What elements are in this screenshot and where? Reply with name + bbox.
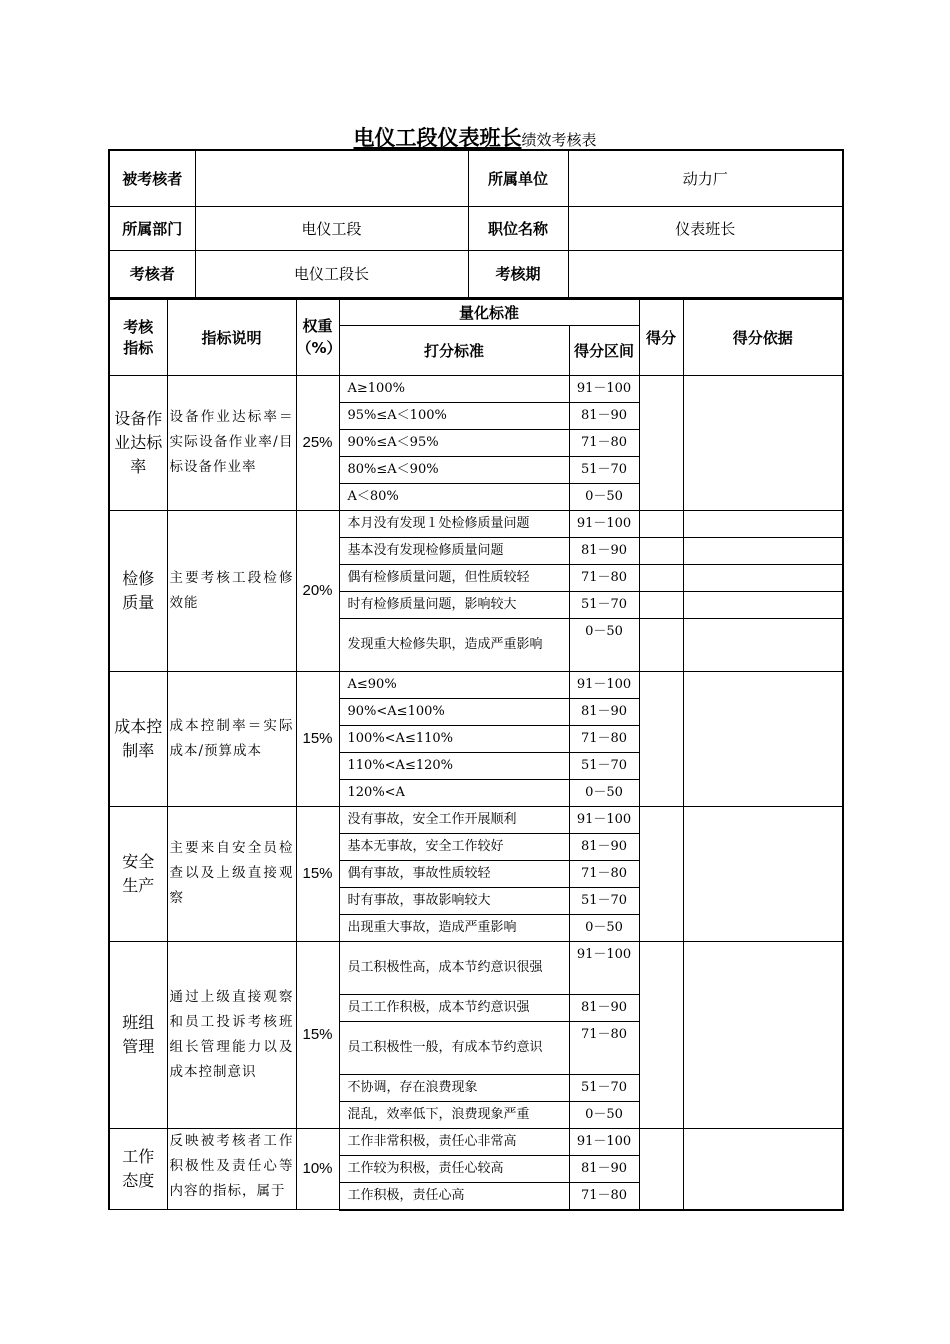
range-cell: 91－100 [569,671,639,698]
examiner-field[interactable]: 电仪工段长 [195,250,468,298]
criterion-cell: 95%≤A＜100% [339,402,569,429]
score-field[interactable] [639,941,683,1128]
dept-label: 所属部门 [109,206,195,250]
criterion-cell: 100%<A≤110% [339,725,569,752]
unit-field[interactable]: 动力厂 [568,150,843,206]
range-cell: 81－90 [569,698,639,725]
score-field[interactable] [639,375,683,510]
weight-cell: 15% [296,941,339,1128]
indicator-cell: 设备作业达标率 [109,375,167,510]
range-cell: 0－50 [569,914,639,941]
range-cell: 71－80 [569,429,639,456]
indicator-cell: 班组管理 [109,941,167,1128]
score-field[interactable] [639,1128,683,1210]
range-cell: 71－80 [569,564,639,591]
range-cell: 91－100 [569,1128,639,1155]
header-indicator: 考核指标 [109,299,167,375]
criterion-cell: 员工积极性高，成本节约意识很强 [339,941,569,994]
description-cell: 设备作业达标率＝实际设备作业率/目标设备作业率 [167,375,296,510]
weight-cell: 25% [296,375,339,510]
header-score: 得分 [639,299,683,375]
criterion-cell: 员工工作积极，成本节约意识强 [339,994,569,1021]
period-field[interactable] [568,250,843,298]
range-cell: 81－90 [569,537,639,564]
basis-field[interactable] [683,941,843,1128]
range-cell: 91－100 [569,941,639,994]
indicator-cell: 检修质量 [109,510,167,671]
range-cell: 51－70 [569,752,639,779]
title-main: 电仪工段仪表班长 [353,125,522,150]
criterion-cell: A＜80% [339,483,569,510]
criterion-cell: 偶有检修质量问题，但性质较轻 [339,564,569,591]
score-field[interactable] [639,671,683,806]
range-cell: 81－90 [569,402,639,429]
criterion-cell: 基本无事故，安全工作较好 [339,833,569,860]
basis-field[interactable] [683,618,843,671]
score-field[interactable] [639,537,683,564]
score-field[interactable] [639,591,683,618]
criterion-cell: 时有事故，事故影响较大 [339,887,569,914]
document-title [0,122,950,152]
range-cell: 51－70 [569,456,639,483]
score-field[interactable] [639,618,683,671]
weight-cell: 15% [296,806,339,941]
score-field[interactable] [639,510,683,537]
header-scoring: 打分标准 [339,325,569,375]
examiner-label: 考核者 [109,250,195,298]
period-label: 考核期 [468,250,568,298]
criterion-cell: 出现重大事故，造成严重影响 [339,914,569,941]
indicator-cell: 成本控制率 [109,671,167,806]
title-sub: 绩效考核表 [521,131,597,149]
criterion-cell: 110%<A≤120% [339,752,569,779]
criterion-cell: 发现重大检修失职，造成严重影响 [339,618,569,671]
info-table [108,149,844,299]
range-cell: 71－80 [569,1182,639,1210]
position-field[interactable]: 仪表班长 [568,206,843,250]
basis-field[interactable] [683,510,843,537]
range-cell: 81－90 [569,994,639,1021]
description-cell: 反映被考核者工作积极性及责任心等内容的指标，属于 [167,1128,296,1210]
range-cell: 0－50 [569,618,639,671]
criterion-cell: A≥100% [339,375,569,402]
range-cell: 91－100 [569,510,639,537]
criterion-cell: 90%≤A＜95% [339,429,569,456]
basis-field[interactable] [683,564,843,591]
description-cell: 主要考核工段检修效能 [167,510,296,671]
indicator-cell: 工作态度 [109,1128,167,1210]
criterion-cell: 不协调，存在浪费现象 [339,1074,569,1101]
range-cell: 81－90 [569,1155,639,1182]
range-cell: 71－80 [569,725,639,752]
description-cell: 成本控制率＝实际成本/预算成本 [167,671,296,806]
range-cell: 0－50 [569,1101,639,1128]
weight-cell: 10% [296,1128,339,1210]
criterion-cell: 工作积极，责任心高 [339,1182,569,1210]
basis-field[interactable] [683,806,843,941]
header-weight: 权重（%） [296,299,339,375]
criterion-cell: 时有检修质量问题，影响较大 [339,591,569,618]
basis-field[interactable] [683,1128,843,1210]
header-range: 得分区间 [569,325,639,375]
score-field[interactable] [639,564,683,591]
header-description: 指标说明 [167,299,296,375]
range-cell: 81－90 [569,833,639,860]
criterion-cell: 本月没有发现１处检修质量问题 [339,510,569,537]
weight-cell: 15% [296,671,339,806]
dept-field[interactable]: 电仪工段 [195,206,468,250]
criterion-cell: 90%<A≤100% [339,698,569,725]
criterion-cell: 120%<A [339,779,569,806]
range-cell: 71－80 [569,860,639,887]
header-basis: 得分依据 [683,299,843,375]
range-cell: 51－70 [569,1074,639,1101]
range-cell: 0－50 [569,779,639,806]
kpi-table [108,298,844,1211]
criterion-cell: A≤90% [339,671,569,698]
criterion-cell: 偶有事故，事故性质较轻 [339,860,569,887]
description-cell: 通过上级直接观察和员工投诉考核班组长管理能力以及成本控制意识 [167,941,296,1128]
description-cell: 主要来自安全员检查以及上级直接观察 [167,806,296,941]
criterion-cell: 工作非常积极，责任心非常高 [339,1128,569,1155]
range-cell: 51－70 [569,591,639,618]
basis-field[interactable] [683,375,843,510]
header-quant: 量化标准 [339,299,639,325]
examinee-field[interactable] [195,150,468,206]
range-cell: 71－80 [569,1021,639,1074]
criterion-cell: 基本没有发现检修质量问题 [339,537,569,564]
range-cell: 0－50 [569,483,639,510]
criterion-cell: 80%≤A＜90% [339,456,569,483]
criterion-cell: 混乱，效率低下，浪费现象严重 [339,1101,569,1128]
basis-field[interactable] [683,591,843,618]
indicator-cell: 安全生产 [109,806,167,941]
basis-field[interactable] [683,671,843,806]
unit-label: 所属单位 [468,150,568,206]
range-cell: 51－70 [569,887,639,914]
examinee-label: 被考核者 [109,150,195,206]
range-cell: 91－100 [569,806,639,833]
position-label: 职位名称 [468,206,568,250]
range-cell: 91－100 [569,375,639,402]
basis-field[interactable] [683,537,843,564]
score-field[interactable] [639,806,683,941]
criterion-cell: 没有事故，安全工作开展顺利 [339,806,569,833]
criterion-cell: 工作较为积极，责任心较高 [339,1155,569,1182]
weight-cell: 20% [296,510,339,671]
criterion-cell: 员工积极性一般，有成本节约意识 [339,1021,569,1074]
